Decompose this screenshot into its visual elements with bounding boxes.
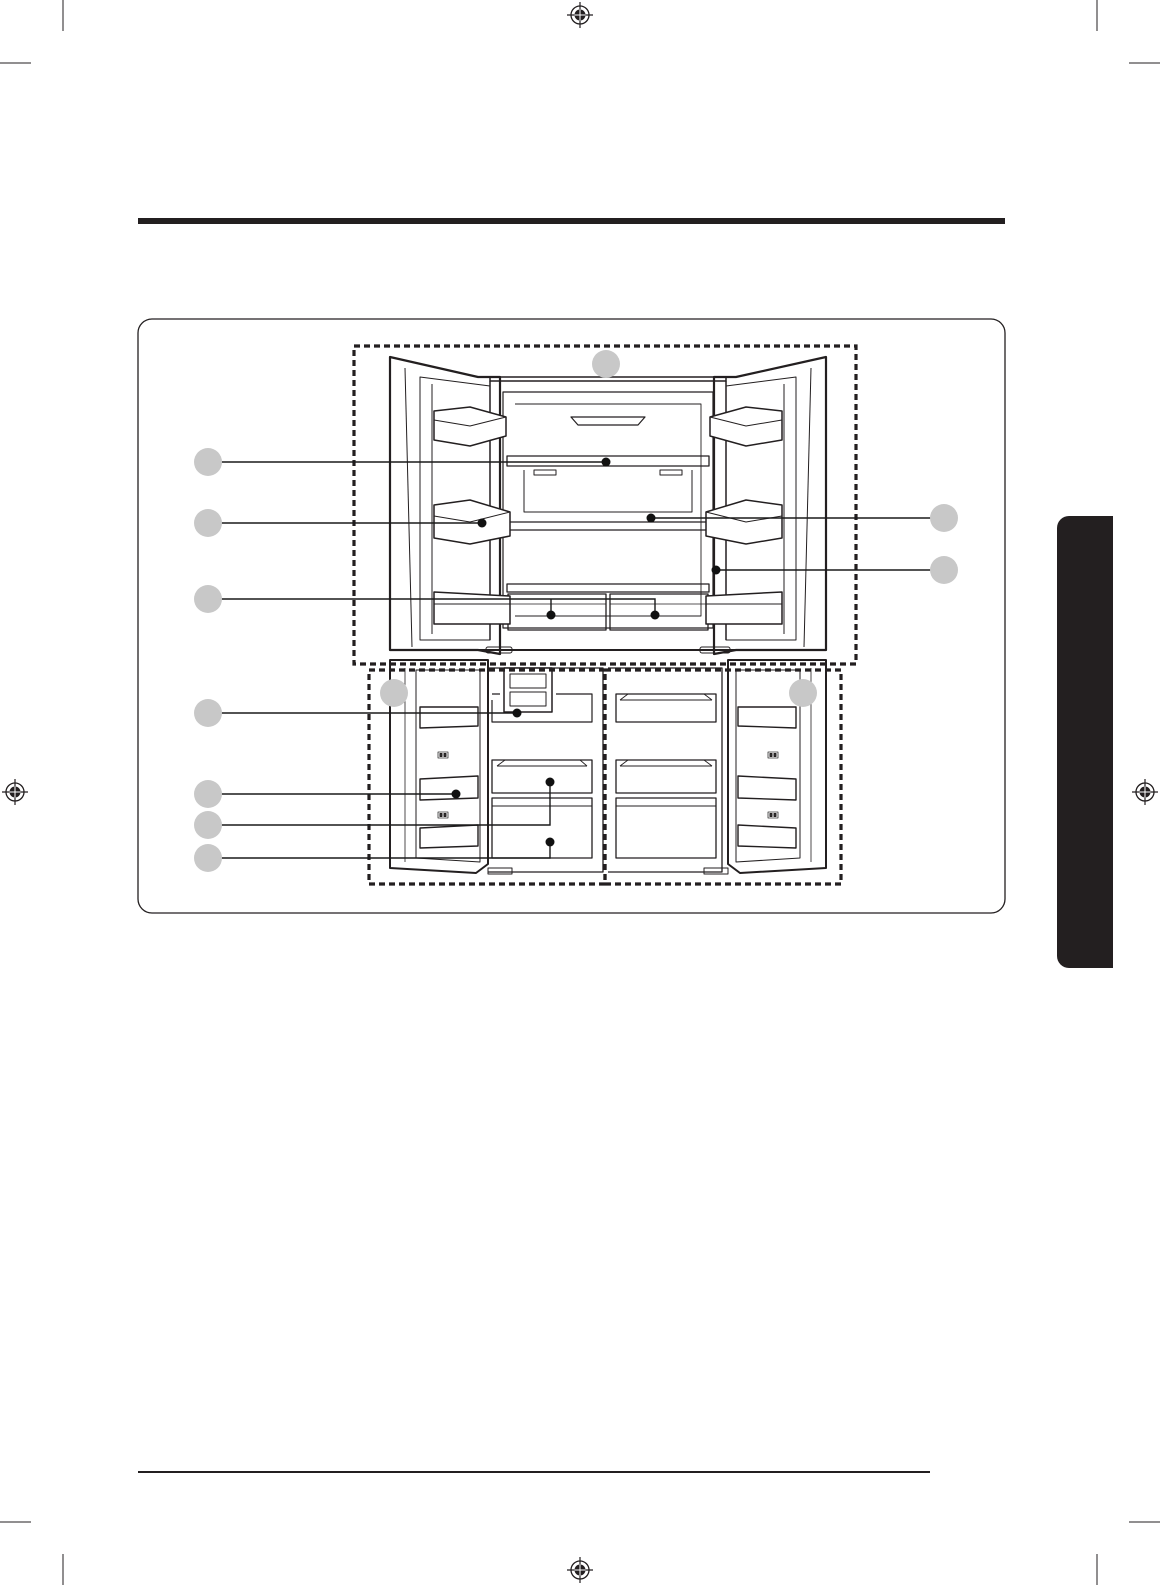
refrigerator-compartment-drawing	[390, 357, 826, 654]
callout-marker-left-5	[194, 780, 222, 808]
callout-marker-right-1	[930, 504, 958, 532]
callout-marker-freezer-right	[789, 679, 817, 707]
callout-marker-left-7	[194, 844, 222, 872]
callout-marker-refrigerator	[592, 350, 620, 378]
registration-mark-icon	[567, 2, 593, 28]
callout-marker-left-6	[194, 811, 222, 839]
freezer-compartment-drawing	[390, 660, 826, 874]
callout-marker-left-1	[194, 448, 222, 476]
callout-marker-right-2	[930, 556, 958, 584]
callout-marker-freezer-left	[380, 679, 408, 707]
registration-mark-icon	[2, 779, 28, 805]
section-header-rule	[138, 218, 1005, 224]
registration-mark-icon	[567, 1557, 593, 1583]
callout-marker-left-2	[194, 509, 222, 537]
registration-mark-icon	[1132, 779, 1158, 805]
callout-marker-left-4	[194, 699, 222, 727]
callout-marker-left-3	[194, 585, 222, 613]
